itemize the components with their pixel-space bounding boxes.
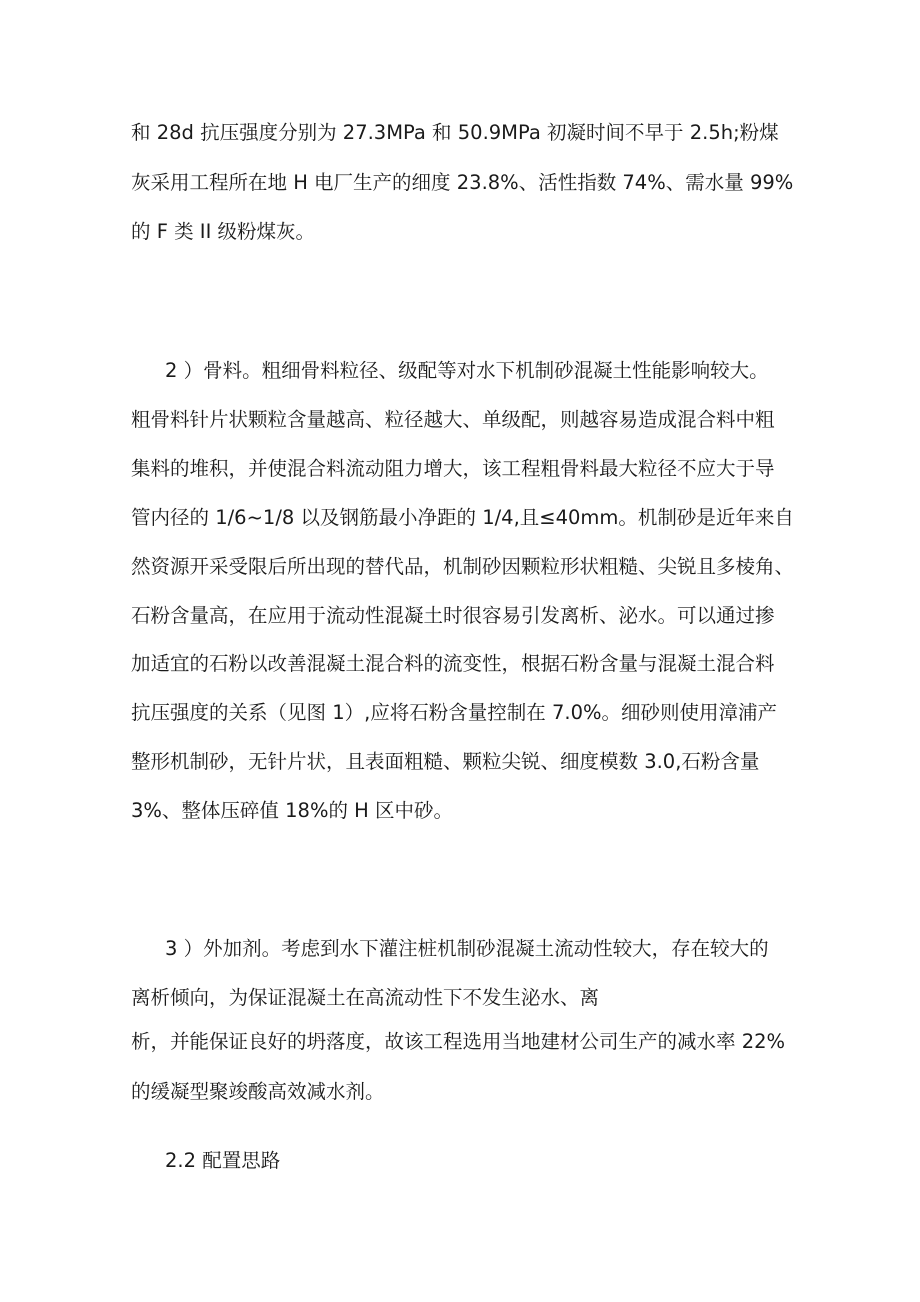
paragraph-2-line-6: 石粉含量高，在应用于流动性混凝土时很容易引发离析、泌水。可以通过掺 (131, 604, 775, 627)
paragraph-3-line-2: 离析倾向，为保证混凝土在高流动性下不发生泌水、离 (131, 986, 600, 1009)
paragraph-2-line-5: 然资源开采受限后所出现的替代品，机制砂因颗粒形状粗糙、尖锐且多棱角、 (131, 555, 795, 578)
paragraph-2-line-9: 整形机制砂，无针片状，且表面粗糙、颗粒尖锐、细度模数 3.0,石粉含量 (131, 750, 760, 773)
paragraph-2-line-7: 加适宜的石粉以改善混凝土混合料的流变性，根据石粉含量与混凝土混合料 (131, 652, 775, 675)
paragraph-3-line-4: 的缓凝型聚竣酸高效减水剂。 (131, 1080, 385, 1103)
paragraph-3-line-3: 析，并能保证良好的坍落度，故该工程选用当地建材公司生产的减水率 22% (131, 1030, 786, 1053)
paragraph-2-line-10: 3%、整体压碎值 18%的 H 区中砂。 (131, 799, 454, 822)
paragraph-1-line-3: 的 F 类 II 级粉煤灰。 (131, 220, 316, 243)
paragraph-3-line-1: 3 ）外加剂。考虑到水下灌注桩机制砂混凝土流动性较大，存在较大的 (165, 937, 769, 960)
paragraph-2-line-8: 抗压强度的关系（见图 1）,应将石粉含量控制在 7.0%。细砂则使用漳浦产 (131, 701, 778, 724)
paragraph-1-line-2: 灰采用工程所在地 H 电厂生产的细度 23.8%、活性指数 74%、需水量 99% (131, 171, 794, 194)
paragraph-2-line-2: 粗骨料针片状颗粒含量越高、粒径越大、单级配，则越容易造成混合料中粗 (131, 408, 775, 431)
paragraph-2-line-4: 管内径的 1/6~1/8 以及钢筋最小净距的 1/4,且≤40mm。机制砂是近年来自 (131, 506, 794, 529)
paragraph-2-line-1: 2 ）骨料。粗细骨料粒径、级配等对水下机制砂混凝土性能影响较大。 (165, 359, 769, 382)
paragraph-2-line-3: 集料的堆积，并使混合料流动阻力增大，该工程粗骨料最大粒径不应大于导 (131, 457, 775, 480)
section-heading: 2.2 配置思路 (165, 1149, 281, 1172)
paragraph-1-line-1: 和 28d 抗压强度分别为 27.3MPa 和 50.9MPa 初凝时间不早于 2.5h;粉煤 (131, 121, 779, 144)
